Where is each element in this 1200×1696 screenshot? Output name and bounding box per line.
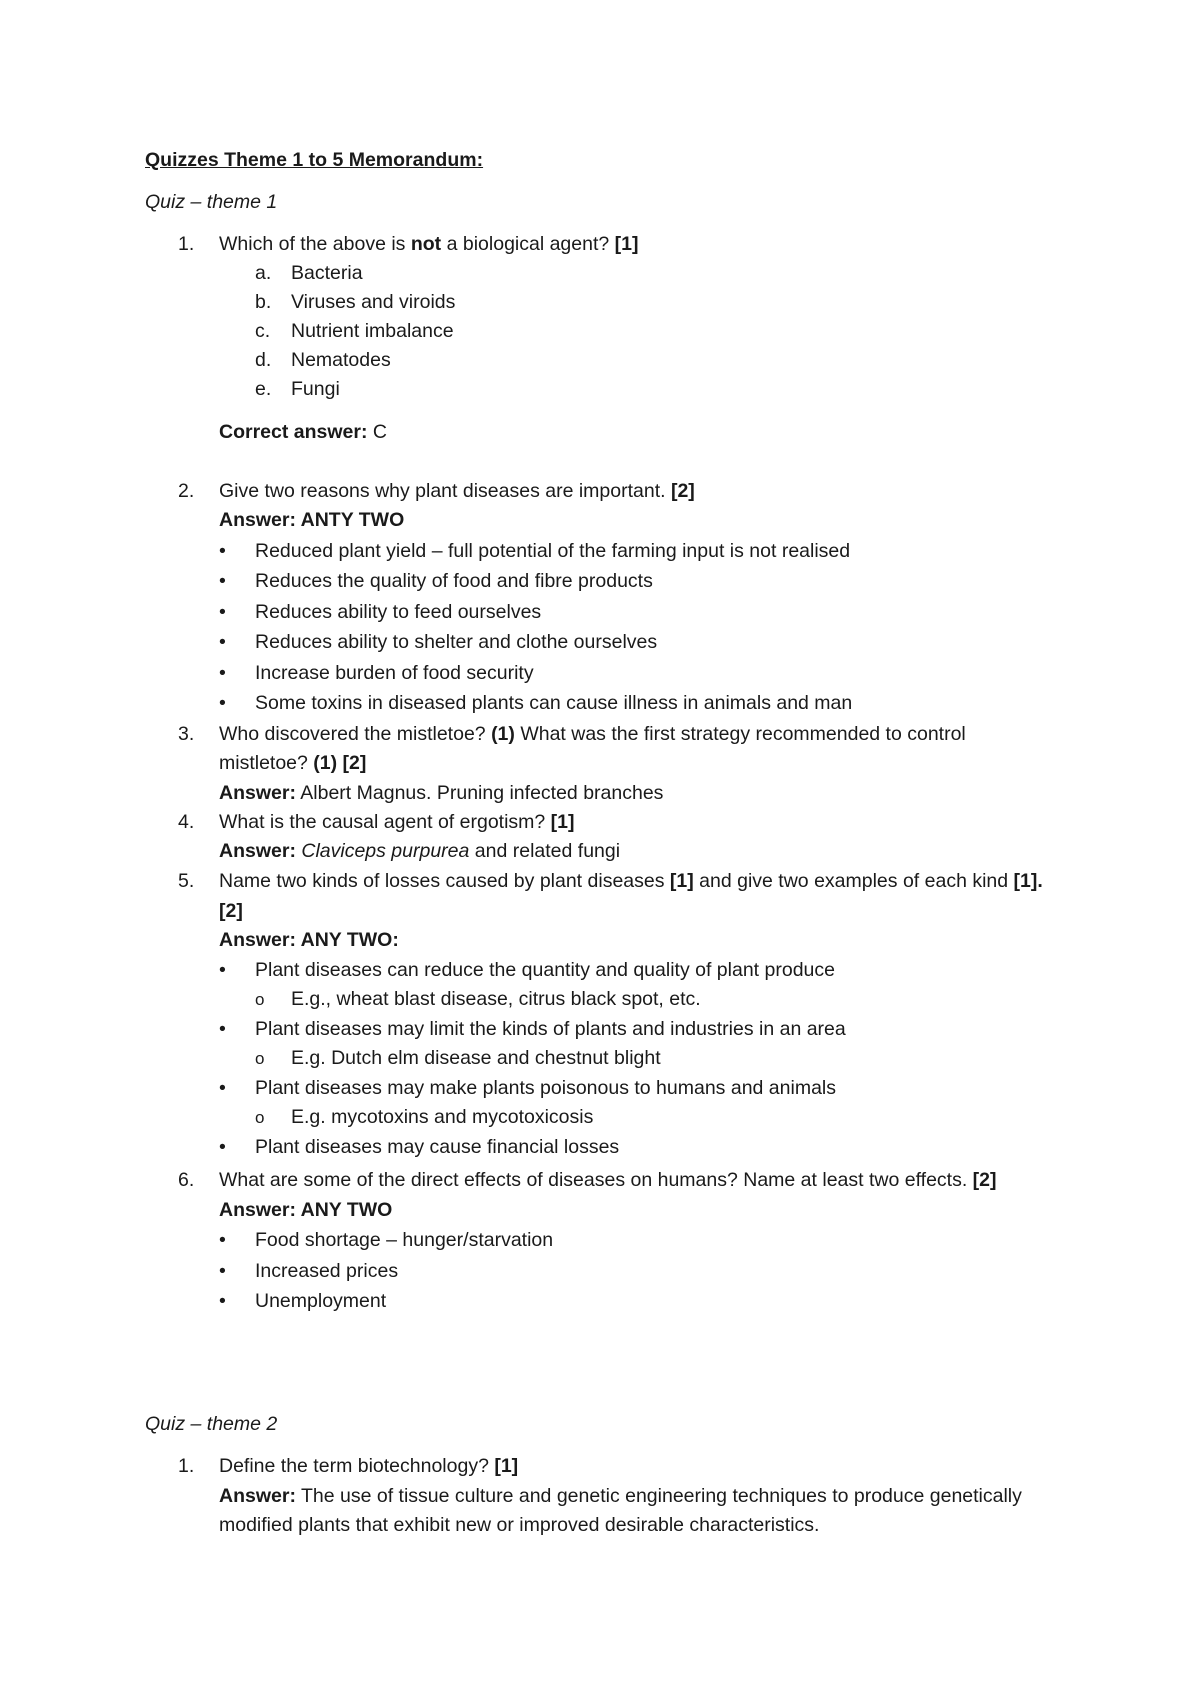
example-item: o E.g. mycotoxins and mycotoxicosis — [255, 1103, 1058, 1133]
option-b: b. Viruses and viroids — [255, 291, 456, 314]
example-item: o E.g., wheat blast disease, citrus black spot, etc. — [255, 985, 1058, 1015]
question-text: Define the term biotechnology? [1] — [219, 1455, 519, 1477]
option-d: d. Nematodes — [255, 349, 391, 372]
answer: Answer: Claviceps purpurea and related fungi — [219, 840, 621, 863]
answer-bullet: • Reduces ability to shelter and clothe ourselves — [219, 627, 1058, 658]
answer-bullet: • Food shortage – hunger/starvation — [219, 1225, 1058, 1256]
question-number: 1. — [178, 233, 195, 255]
answer: Answer: Albert Magnus. Pruning infected branches — [219, 781, 664, 804]
answer-bullet: • Increase burden of food security — [219, 658, 1058, 689]
question-text: What are some of the direct effects of diseases on humans? Name at least two effects. [2] — [219, 1169, 997, 1191]
answer-bullet: • Reduces the quality of food and fibre products — [219, 566, 1058, 597]
question-text: Who discovered the mistletoe? (1) What was the first strategy recommended to control mistletoe? (1) [2] — [219, 723, 966, 775]
answer-bullet: • Plant diseases may limit the kinds of plants and industries in an area — [219, 1015, 1058, 1045]
answer-bullet: • Plant diseases may cause financial losses — [219, 1133, 1058, 1163]
t1-question-3: 3. Who discovered the mistletoe? (1) What was the first strategy recommended to control mistletoe? (1) [2] Answer: Albert Magnus. Pruning infected branches — [178, 720, 1058, 808]
question-text: Name two kinds of losses caused by plant diseases [1] and give two examples of each kind [1]. [2] — [219, 870, 1043, 922]
question-text: Give two reasons why plant diseases are important. [2] — [219, 480, 695, 502]
option-e: e. Fungi — [255, 378, 340, 401]
answer-label: Answer: ANTY TWO — [219, 509, 405, 532]
t1-question-1 — [178, 230, 1058, 448]
answer-bullet: • Plant diseases can reduce the quantity and quality of plant produce — [219, 956, 1058, 986]
answer-label: Answer: ANY TWO — [219, 1198, 393, 1221]
theme-2-heading: Quiz – theme 2 — [145, 1413, 278, 1435]
answer-label: Answer: ANY TWO: — [219, 929, 399, 951]
question-text: Which of the above is not a biological agent? [1] — [219, 233, 639, 255]
t1-question-5: 5. Name two kinds of losses caused by plant diseases [1] and give two examples of each kind [1]. [2] Answer: ANY TWO: • Plant diseases can reduce the quantity and quality of plant produce o E.g., wheat blast disease, citrus black spot, etc. • Plant diseases may limit the kinds of plants and industries in an area o E.g. Dutch elm disease and chestnut blight • Plant diseases may make plants poisonous to humans and animals o E.g. mycotoxins and mycotoxicosis • Plant diseases may cause financial losses — [178, 867, 1058, 1162]
theme-1-heading: Quiz – theme 1 — [145, 191, 278, 213]
option-a: a. Bacteria — [255, 262, 363, 285]
answer-bullet: • Unemployment — [219, 1286, 1058, 1317]
answer-bullet: • Reduced plant yield – full potential of the farming input is not realised — [219, 536, 1058, 567]
question-text: What is the causal agent of ergotism? [1] — [219, 811, 575, 833]
t1-question-6: 6. What are some of the direct effects of diseases on humans? Name at least two effects. [2] Answer: ANY TWO • Food shortage – hunger/starvation • Increased prices • Unemployment — [178, 1166, 1058, 1317]
correct-answer: Correct answer: C — [219, 421, 387, 444]
t1-question-4: 4. What is the causal agent of ergotism? [1] Answer: Claviceps purpurea and related fungi — [178, 808, 1058, 867]
answer-bullet: • Some toxins in diseased plants can cause illness in animals and man — [219, 688, 1058, 719]
page-title: Quizzes Theme 1 to 5 Memorandum: — [145, 149, 484, 171]
option-c: c. Nutrient imbalance — [255, 320, 454, 343]
answer-bullet: • Reduces ability to feed ourselves — [219, 597, 1058, 628]
example-item: o E.g. Dutch elm disease and chestnut blight — [255, 1044, 1058, 1074]
answer-bullet: • Increased prices — [219, 1256, 1058, 1287]
t2-question-1: 1. Define the term biotechnology? [1] Answer: The use of tissue culture and genetic engineering techniques to produce genetically modified plants that exhibit new or improved desirable characteristics. — [178, 1452, 1058, 1541]
answer-bullet: • Plant diseases may make plants poisonous to humans and animals — [219, 1074, 1058, 1104]
answer: Answer: The use of tissue culture and genetic engineering techniques to produce genetically modified plants that exhibit new or improved desirable characteristics. — [219, 1484, 1022, 1536]
t1-question-2: 2. Give two reasons why plant diseases are important. [2] Answer: ANTY TWO • Reduced plant yield – full potential of the farming input is not realised • Reduces the quality of food and fibre products • Reduces ability to feed ourselves • Reduces ability to shelter and clothe ourselves • Increase burden of food security • Some toxins in diseased plants can cause illness in animals and man — [178, 477, 1058, 719]
